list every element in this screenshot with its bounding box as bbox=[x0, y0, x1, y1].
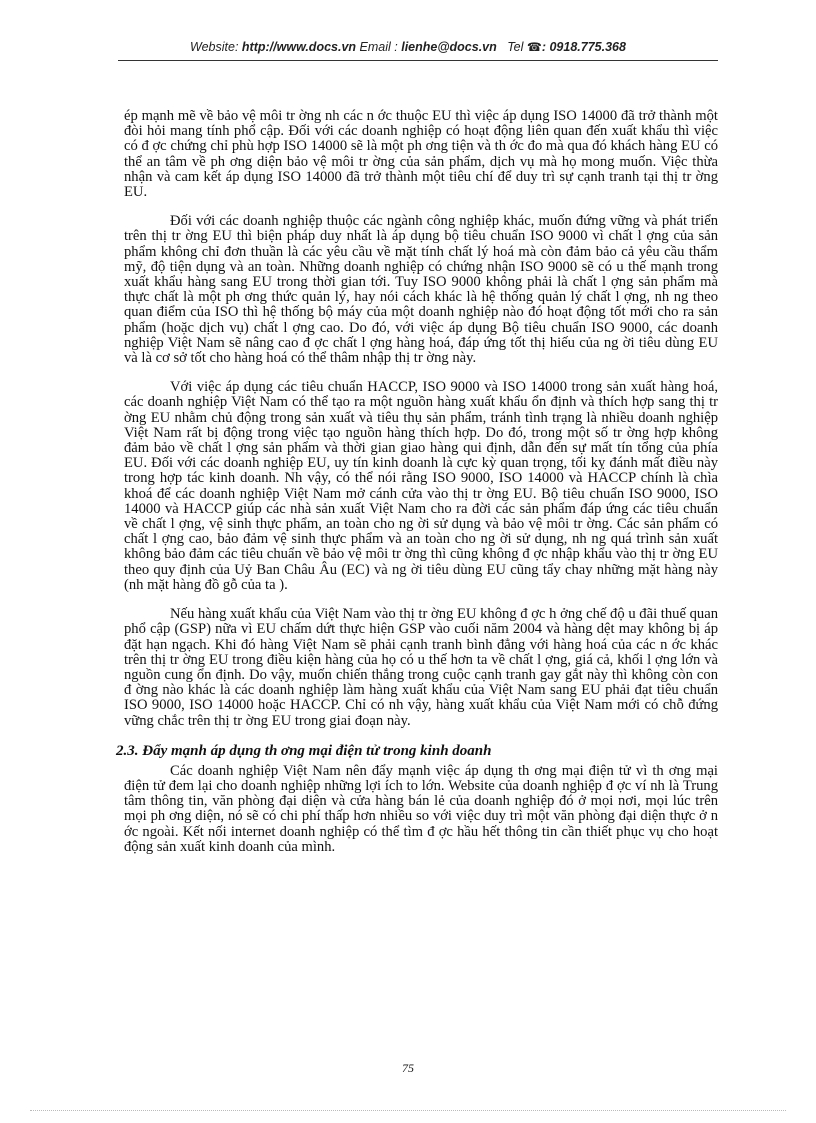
header-divider bbox=[118, 60, 718, 61]
website-label: Website: bbox=[190, 40, 239, 54]
email-link[interactable]: lienhe@docs.vn bbox=[401, 40, 497, 54]
page-header bbox=[0, 40, 816, 54]
section-heading: 2.3. Đẩy mạnh áp dụng th ơng mại điện tử trong kinh doanh bbox=[116, 742, 492, 759]
tel-label: Tel bbox=[507, 40, 524, 54]
paragraph: Các doanh nghiệp Việt Nam nên đẩy mạnh việc áp dụng th ơng mại điện tử vì th ơng mại điện tử đem lại cho doanh nghiệp những lợi ích to lớn. Website của doanh nghiệp đ ợc ví nh là Trung tâm thông tin, văn phòng đại diện và cửa hàng bán lẻ của doanh nghiệp đó ở mọi nơi, mọi lúc trên mọi ph ơng diện, nó sẽ có chi phí thấp hơn nhiều so với việc duy trì một văn phòng đại diện thực ở n ớc ngoài. Kết nối internet doanh nghiệp có thể tìm đ ợc hầu hết thông tin cần thiết phục vụ cho hoạt động sản xuất kinh doanh của mình. bbox=[124, 762, 718, 855]
paragraph: ép mạnh mẽ về bảo vệ môi tr ờng nh các n ớc thuộc EU thì việc áp dụng ISO 14000 đã trở thành một đòi hỏi mang tính phổ cập. Đối với các doanh nghiệp có hoạt động liên quan đến xuất khẩu thì việc có đ ợc chứng chỉ phù hợp ISO 14000 sẽ là một ph ơng tiện và th ớc đo mà qua đó khách hàng EU có thể an tâm về ph ơng diện bảo vệ môi tr ờng của sản phẩm, dịch vụ mà họ mong muốn. Việc thừa nhận và cam kết áp dụng ISO 14000 đã trở thành một tiêu chí để duy trì sự cạnh tranh tại thị tr ờng EU. bbox=[124, 108, 718, 201]
paragraph: Nếu hàng xuất khẩu của Việt Nam vào thị tr ờng EU không đ ợc h ởng chế độ u đãi thuế quan phổ cập (GSP) nữa vì EU chấm dứt thực hiện GSP vào cuối năm 2004 và hàng dệt may không bị áp đặt hạn ngạch. Khi đó hàng Việt Nam sẽ phải cạnh tranh bình đẳng với hàng hoá của các n ớc khác trên thị tr ờng EU trong điều kiện hàng của họ có u thế hơn ta về chất l ợng, giá cả, khối l ợng lớn và nguồn cung ổn định. Do vậy, muốn chiến thắng trong cuộc cạnh tranh gay gắt này thì không còn con đ ờng nào khác là các doanh nghiệp làm hàng xuất khẩu của Việt Nam sang EU phải đạt tiêu chuẩn ISO 9000, ISO 14000 hoặc HACCP. Chỉ có nh vậy, hàng xuất khẩu của Việt Nam mới có chỗ đứng vững chắc trên thị tr ờng EU trong giai đoạn này. bbox=[124, 606, 718, 729]
phone-icon: ☎ bbox=[526, 40, 542, 54]
paragraph: Đối với các doanh nghiệp thuộc các ngành công nghiệp khác, muốn đứng vững và phát triển trên thị tr ờng EU thì biện pháp duy nhất là áp dụng bộ tiêu chuẩn ISO 9000 vì chất l ợng của sản phẩm không chỉ đơn thuần là các yêu cầu về mặt tính chất lý hoá mà còn đảm bảo cả yêu cầu thẩm mỹ, độ tiện dụng và an toàn. Những doanh nghiệp có chứng nhận ISO 9000 sẽ có u thế mạnh trong xuất khẩu hàng sang EU trong thời gian tới. Tuy ISO 9000 không phải là chất l ợng sản phẩm mà thực chất là một ph ơng thức quản lý, hay nói cách khác là hệ thống quản lý chất l ợng, nh ng theo quan điểm của ISO thì hệ thống bộ máy của một doanh nghiệp nào đó hoạt động tốt mới cho ra sản phẩm (hoặc dịch vụ) chất l ợng cao. Do đó, với việc áp dụng Bộ tiêu chuẩn ISO 9000, các doanh nghiệp Việt Nam sẽ nâng cao đ ợc chất l ợng hàng hoá, đáp ứng tốt thị hiếu của ng ời tiêu dùng EU và là cơ sở tốt cho hàng hoá có thể thâm nhập thị tr ờng này. bbox=[124, 213, 718, 367]
footer-divider bbox=[30, 1110, 786, 1111]
document-body bbox=[116, 108, 718, 869]
phone-number: : 0918.775.368 bbox=[541, 40, 626, 54]
paragraph: Với việc áp dụng các tiêu chuẩn HACCP, ISO 9000 và ISO 14000 trong sản xuất hàng hoá, các doanh nghiệp Việt Nam có thể tạo ra một nguồn hàng xuất khẩu ổn định và thích hợp sang thị tr ờng EU nhằm chủ động trong sản xuất và tiêu thụ sản phẩm, tránh tình trạng là nhiều doanh nghiệp Việt Nam rất bị động trong việc tạo nguồn hàng thích hợp. Do đó, trong một số tr ờng hợp không đảm bảo về chất l ợng sản phẩm và thời gian giao hàng qui định, dẫn đến sự mất tín tổng của phía EU. Đối với các doanh nghiệp EU, uy tín kinh doanh là cực kỳ quan trọng, tối kỵ đánh mất điều này trong hợp tác kinh doanh. Nh vậy, có thể nói rằng ISO 9000, ISO 14000 và HACCP chính là chìa khoá để các doanh nghiệp Việt Nam mở cánh cửa vào thị tr ờng EU. Bộ tiêu chuẩn ISO 9000, ISO 14000 và HACCP giúp các nhà sản xuất Việt Nam cho ra đời các sản phẩm đáp ứng các tiêu chuẩn về chất l ợng, vệ sinh thực phẩm, an toàn cho ng ời sử dụng và bảo vệ môi tr ờng. Các sản phẩm có chất l ợng cao, bảo đảm vệ sinh thực phẩm và an toàn cho ng ời sử dụng, nh ng quá trình sản xuất không bảo đảm các tiêu chuẩn về bảo vệ môi tr ờng thì cũng không đ ợc nhập khẩu vào thị tr ờng EU theo quy định của Uỷ Ban Châu Âu (EC) và ng ời tiêu dùng EU cũng tẩy chay những mặt hàng này (nh mặt hàng đồ gỗ của ta ). bbox=[124, 379, 718, 593]
page-number: 75 bbox=[402, 1061, 414, 1075]
email-label: Email : bbox=[359, 40, 398, 54]
website-link[interactable]: http://www.docs.vn bbox=[241, 40, 357, 54]
